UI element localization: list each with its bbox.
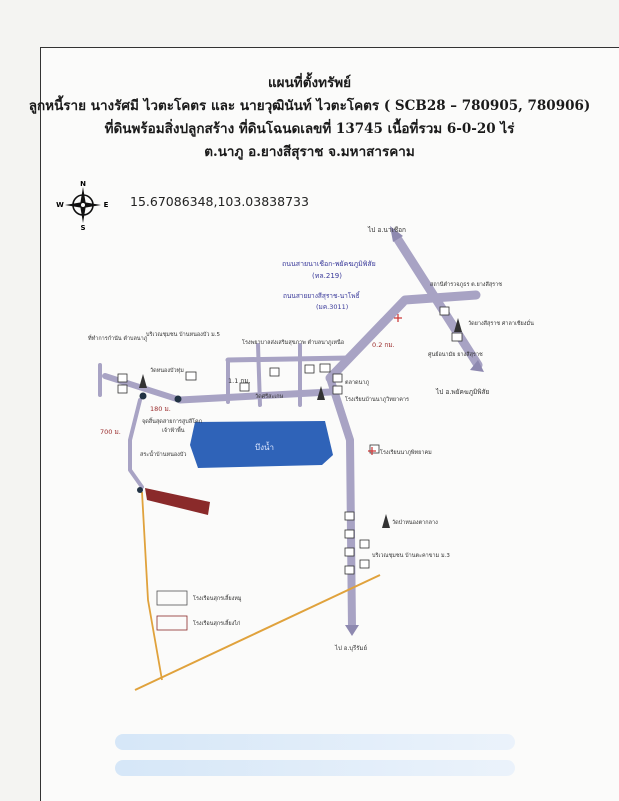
label-temple-left: วัดหนองบัวทุ่ม [150, 368, 184, 374]
compass-w: W [56, 201, 64, 209]
gps-coordinates: 15.67086348,103.03838733 [130, 194, 309, 209]
label-temple-right: วัดยางสีสุราช ศาลาเชียงมั่น [468, 321, 534, 327]
label-road-219-code: (ทล.219) [312, 272, 342, 280]
arrow-south [345, 625, 359, 636]
label-village-left: บริเวณชุมชน บ้านหนองบัว ม.5 [146, 332, 221, 338]
legend-a: โรงเรือนสุกรเลี้ยงหมู [193, 596, 242, 602]
label-road-3011: ถนนสายยางสีสุราช-นาโพธิ์ [283, 292, 360, 300]
label-dist-11: 1.1 กม. [228, 377, 251, 385]
faded-footer-line-1 [115, 734, 515, 750]
legend-b-box [157, 616, 187, 630]
label-road-219: ถนนสายนาเชือก-พยัคฆภูมิพิสัย [282, 260, 376, 268]
label-electric: เจ้าฟ้าพื้น [162, 428, 185, 434]
label-junction: จุดสิ้นสุดสายการสูบลีโคก [142, 419, 203, 425]
label-to-right: ไป อ.พยัคฆภูมิพิสัย [436, 388, 490, 396]
label-school-right: โรงเรียนนาภูพิทยาคม [380, 450, 432, 456]
faded-footer-line-2 [115, 760, 515, 776]
label-village-right: บริเวณชุมชน บ้านตะคาขาม ม.3 [372, 553, 450, 559]
legend-b: โรงเรือนสุกรเลี้ยงไก่ [193, 621, 241, 627]
label-dist-700: 700 ม. [100, 428, 121, 436]
label-market: ตลาดนาภู [345, 380, 370, 386]
label-school-hq: โรงพยาบาลส่งเสริมสุขภาพ ตำบลนาภูเหนือ [242, 340, 345, 346]
lake-label: บึงน้ำ [255, 443, 274, 452]
label-dist-180: 180 ม. [150, 405, 171, 413]
property-plot [145, 488, 210, 515]
label-health: ศูนย์อนามัย ยางสีสุราช [428, 352, 483, 358]
legend-a-box [157, 591, 187, 605]
access-track [142, 492, 162, 680]
label-temple-mid: วัดศรีสะเกษ [255, 394, 284, 400]
compass-e: E [103, 201, 109, 209]
label-pond: สระน้ำบ้านหนองบัว [140, 452, 187, 458]
label-dist-02: 0.2 กม. [372, 341, 395, 349]
label-to-top: ไป อ.นาเชือก [368, 226, 406, 234]
boundary-road [135, 575, 380, 690]
location-line: ต.นาภู อ.ยางสีสุราช จ.มหาสารคาม [204, 144, 415, 160]
label-to-bottom: ไป อ.บุรีรัมย์ [335, 645, 367, 652]
compass-s: S [80, 224, 86, 232]
label-school-mid: โรงเรียนบ้านนาภูวิทยาคาร [345, 397, 409, 403]
label-road-3011-code: (มค.3011) [316, 303, 349, 311]
map-title: แผนที่ตั้งทรัพย์ [267, 75, 352, 91]
compass-n: N [80, 180, 86, 188]
land-line: ที่ดินพร้อมสิ่งปลูกสร้าง ที่ดินโฉนดเลขที่ 13745 เนื้อที่รวม 6-0-20 ไร่ [104, 121, 515, 137]
label-police: สถานีตำรวจภูธร ต.ยางสีสุราช [430, 282, 502, 288]
label-office-left: ที่ทำการกำนัน ตำบลนาภู [88, 336, 148, 342]
label-temple-lower: วัดป่าหนองตากลาง [392, 520, 438, 526]
debtor-line: ลูกหนี้ราย นางรัศมี ไวตะโคตร และ นายวุฒินันท์ ไวตะโคตร ( SCB28 – 780905, 780906) [28, 98, 591, 114]
